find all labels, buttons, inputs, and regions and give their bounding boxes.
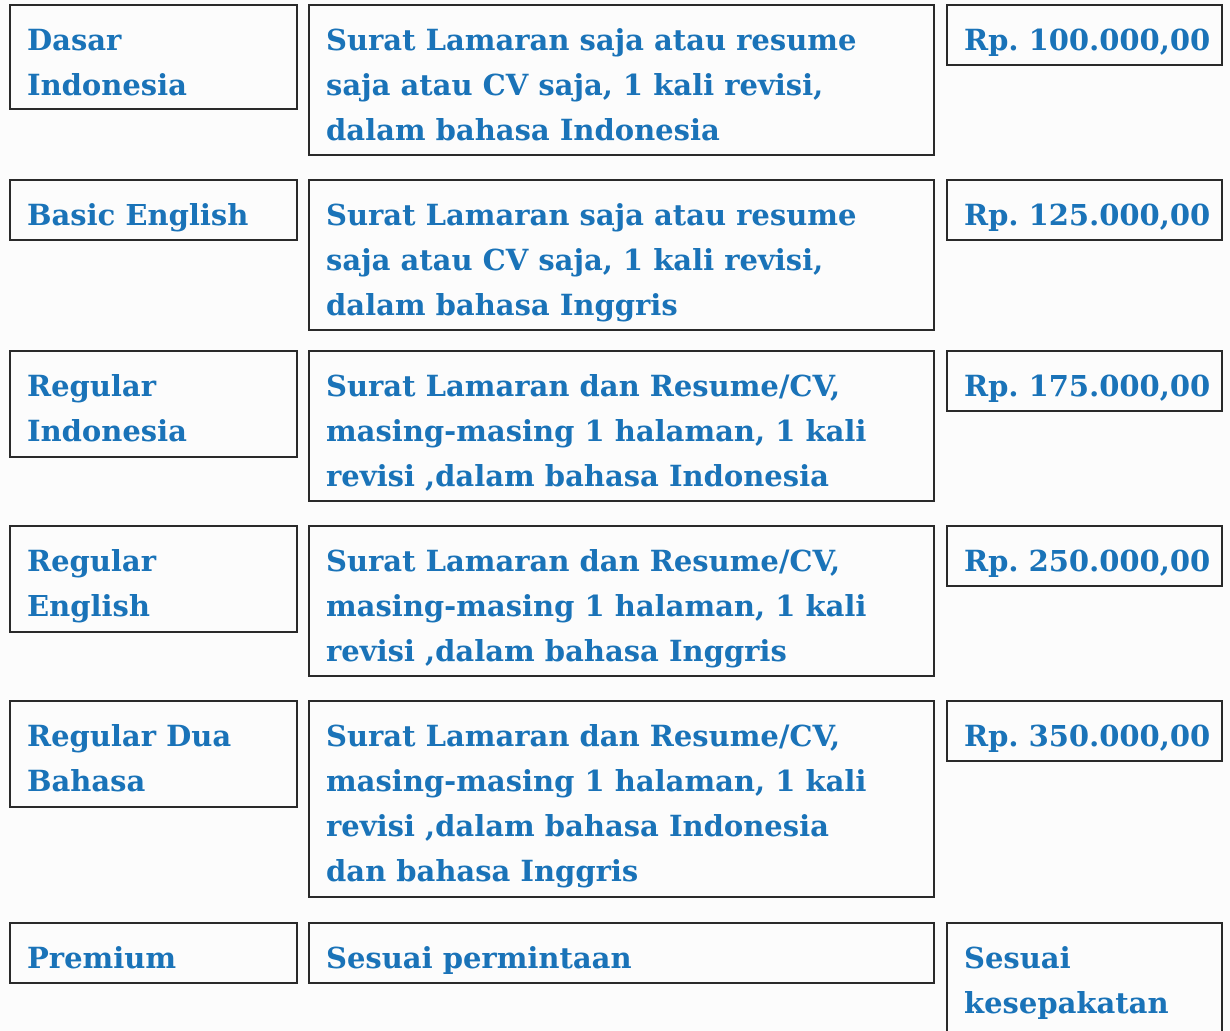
package-description-line: dan bahasa Inggris [326,854,639,888]
package-description-line: Surat Lamaran saja atau resume [326,23,857,57]
package-description-cell [308,350,935,502]
package-price-line: Rp. 350.000,00 [964,719,1211,753]
package-name-line: Indonesia [27,414,187,448]
package-name-line: Dasar [27,23,122,57]
package-name-line: Regular [27,544,156,578]
package-description-line: saja atau CV saja, 1 kali revisi, [326,243,824,277]
package-description-line: masing-masing 1 halaman, 1 kali [326,589,867,623]
package-price-line: kesepakatan [964,986,1169,1020]
package-description-line: Surat Lamaran dan Resume/CV, [326,544,841,578]
package-price-line: Rp. 250.000,00 [964,544,1211,578]
package-price-cell [946,179,1223,241]
package-description-line: revisi ,dalam bahasa Indonesia [326,809,829,843]
package-price-cell [946,525,1223,587]
package-price-cell [946,350,1223,412]
package-name-line: Regular [27,369,156,403]
package-description-line: masing-masing 1 halaman, 1 kali [326,414,867,448]
package-name-line: Basic English [27,198,249,232]
package-description-line: revisi ,dalam bahasa Inggris [326,634,787,668]
package-name-cell [9,700,298,808]
package-name-line: English [27,589,150,623]
package-description-line: masing-masing 1 halaman, 1 kali [326,764,867,798]
package-description-cell [308,179,935,331]
package-description-line: revisi ,dalam bahasa Indonesia [326,459,829,493]
package-name-line: Indonesia [27,68,187,102]
package-name-cell [9,525,298,633]
package-name-cell [9,179,298,241]
package-name-line: Regular Dua [27,719,232,753]
package-description-line: Surat Lamaran dan Resume/CV, [326,719,841,753]
package-description-line: saja atau CV saja, 1 kali revisi, [326,68,824,102]
package-description-line: dalam bahasa Indonesia [326,113,720,147]
package-description-cell [308,525,935,677]
package-description-cell [308,700,935,898]
package-price-line: Rp. 100.000,00 [964,23,1211,57]
package-name-cell [9,922,298,984]
package-name-cell [9,4,298,110]
package-name-cell [9,350,298,458]
package-price-line: Rp. 175.000,00 [964,369,1211,403]
package-description-line: Surat Lamaran saja atau resume [326,198,857,232]
package-description-line: Surat Lamaran dan Resume/CV, [326,369,841,403]
package-description-cell [308,4,935,156]
package-description-cell [308,922,935,984]
package-description-line: Sesuai permintaan [326,941,632,975]
package-price-cell [946,922,1223,1031]
package-name-line: Bahasa [27,764,146,798]
package-price-cell [946,700,1223,762]
package-price-cell [946,4,1223,66]
package-price-line: Sesuai [964,941,1071,975]
package-description-line: dalam bahasa Inggris [326,288,678,322]
package-name-line: Premium [27,941,177,975]
package-price-line: Rp. 125.000,00 [964,198,1211,232]
